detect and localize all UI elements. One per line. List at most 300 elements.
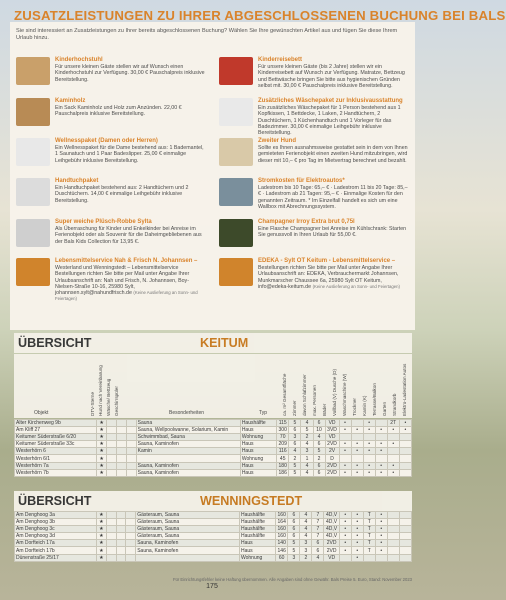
- cell-value: •: [375, 512, 387, 519]
- table-row: [15, 469, 412, 476]
- table-row: [15, 526, 412, 533]
- cell-value: 160: [276, 512, 288, 519]
- cell-value: •: [339, 441, 351, 448]
- cell-value: •: [375, 526, 387, 533]
- table-row: [15, 448, 412, 455]
- cell-typ: Haus: [239, 547, 275, 554]
- column-header-keitum: [14, 354, 412, 418]
- service-description: [55, 226, 205, 245]
- section-region: WENNINGSTEDT: [200, 494, 303, 508]
- cell-value: [399, 434, 411, 441]
- service-item: [219, 138, 409, 178]
- cell-flag: [107, 434, 117, 441]
- cell-value: 10: [313, 427, 325, 434]
- cell-flag: [126, 540, 136, 547]
- cell-objekt: Keitumer Süderstraße 6/20: [15, 434, 97, 441]
- service-text: Sollte es Ihnen ausnahmsweise gestattet sein in dem von Ihnen gemieteten Ferienobjekt einen zweiten Hund mitzubringen, wird dieser mit 10,– € pro Tag im Mietvertrag berechnet und bezahlt.: [258, 145, 408, 164]
- cell-value: •: [351, 462, 363, 469]
- table-row: [15, 554, 412, 561]
- cell-flag: [106, 540, 116, 547]
- cell-value: 5: [289, 469, 301, 476]
- service-item: [219, 178, 409, 218]
- service-item: [16, 258, 206, 302]
- cell-value: VD: [325, 434, 339, 441]
- cell-value: •: [339, 462, 351, 469]
- service-description: [55, 105, 205, 118]
- cell-value: T: [363, 519, 375, 526]
- cell-flag: [107, 427, 117, 434]
- cell-value: 4D,V: [324, 526, 339, 533]
- cell-value: •: [339, 420, 351, 427]
- page-title: ZUSATZLEISTUNGEN ZU IHRER ABGESCHLOSSENEN BUCHUNG BEI BALS: [14, 8, 506, 23]
- column-label-objekt: Objekt: [34, 410, 49, 416]
- cell-value: •: [351, 540, 363, 547]
- cell-value: [351, 455, 363, 462]
- cell-stars: ★: [97, 462, 107, 469]
- service-text: Ein Handtuchpaket bestehend aus: 2 Handtüchern und 2 Duschtüchern. 14,00 € einmalige Leihgebühr inklusive Bereitstellung.: [55, 185, 189, 204]
- cell-flag: [126, 469, 136, 476]
- cell-value: 6: [288, 526, 300, 533]
- cell-besonderheiten: Gästeraum, Sauna: [136, 533, 240, 540]
- cell-besonderheiten: Sauna: [136, 420, 240, 427]
- column-label-metric: Kamin (K): [362, 395, 367, 416]
- cell-value: [399, 554, 411, 561]
- cell-value: 3VD: [325, 427, 339, 434]
- cell-value: •: [375, 441, 387, 448]
- cell-flag: [107, 462, 117, 469]
- cell-value: •: [339, 519, 351, 526]
- table-row: [15, 455, 412, 462]
- cell-stars: ★: [97, 448, 107, 455]
- cell-value: [387, 512, 399, 519]
- cell-value: •: [375, 547, 387, 554]
- column-label-typ: Typ: [259, 410, 268, 416]
- cell-stars: ★: [96, 533, 106, 540]
- table-wenningstedt: [14, 511, 412, 562]
- cell-value: •: [363, 441, 375, 448]
- service-description: [258, 226, 408, 239]
- cell-flag: [126, 462, 136, 469]
- cell-value: [387, 547, 399, 554]
- cell-value: T: [363, 512, 375, 519]
- cell-value: 180: [276, 462, 288, 469]
- service-description: [55, 64, 205, 83]
- service-title: Handtuchpaket: [55, 178, 99, 184]
- cell-value: 7: [312, 526, 324, 533]
- cell-value: 7: [312, 512, 324, 519]
- cell-value: 60: [276, 554, 288, 561]
- service-photo: [16, 57, 50, 85]
- cell-stars: ★: [96, 512, 106, 519]
- cell-flag: [107, 469, 117, 476]
- cell-value: 70: [276, 434, 288, 441]
- cell-value: VD: [325, 420, 339, 427]
- cell-objekt: Am Dorfteich 17a: [15, 540, 97, 547]
- section-label: ÜBERSICHT: [18, 336, 92, 350]
- cell-value: [399, 512, 411, 519]
- cell-value: 3: [300, 547, 312, 554]
- column-label-flag: Hund nach Vereinbarung: [98, 365, 103, 416]
- cell-value: [387, 519, 399, 526]
- table-keitum: [14, 419, 412, 477]
- cell-value: [399, 455, 411, 462]
- cell-value: 2VD: [325, 441, 339, 448]
- service-item: [16, 98, 206, 138]
- cell-value: [387, 448, 399, 455]
- cell-value: [399, 448, 411, 455]
- service-photo: [16, 258, 50, 286]
- cell-stars: ★: [97, 455, 107, 462]
- cell-typ: Haushälfte: [239, 519, 275, 526]
- cell-value: •: [375, 427, 387, 434]
- service-item: [219, 219, 409, 259]
- cell-objekt: Keitumer Süderstraße 33c: [15, 441, 97, 448]
- cell-value: [387, 540, 399, 547]
- service-photo: [219, 258, 253, 286]
- cell-value: 3: [300, 540, 312, 547]
- column-label-metric: Trockner: [352, 398, 357, 416]
- cell-value: 4D,V: [324, 533, 339, 540]
- cell-value: 5: [289, 462, 301, 469]
- cell-value: [399, 462, 411, 469]
- cell-flag: [107, 441, 117, 448]
- cell-value: 115: [276, 420, 288, 427]
- footnote: Für Einrichtungsfehler keine Haftung übernommen. Alle Angaben sind ohne Gewähr. Bals Preise 5. Euro, Stand: November 2023: [172, 577, 412, 582]
- cell-value: [339, 434, 351, 441]
- cell-value: VD: [324, 554, 339, 561]
- cell-flag: [116, 519, 126, 526]
- cell-flag: [126, 448, 136, 455]
- section-header-keitum: [14, 333, 412, 353]
- service-description: [258, 105, 408, 136]
- column-label-metric: Bäder: [322, 403, 327, 416]
- cell-flag: [106, 533, 116, 540]
- service-title: Lebensmittelservice Nah & Frisch N. Johannsen –: [55, 258, 198, 264]
- cell-value: •: [399, 427, 411, 434]
- cell-stars: ★: [96, 526, 106, 533]
- cell-flag: [126, 512, 136, 519]
- cell-value: 7: [312, 519, 324, 526]
- cell-typ: Wohnung: [239, 554, 275, 561]
- cell-value: [363, 434, 375, 441]
- cell-typ: Haushälfte: [239, 526, 275, 533]
- cell-stars: ★: [96, 540, 106, 547]
- table-row: [15, 512, 412, 519]
- cell-stars: ★: [96, 554, 106, 561]
- column-label-flag: DTV-Sterne: [90, 392, 95, 416]
- column-label-metric: Strandkorb: [392, 393, 397, 416]
- cell-flag: [107, 448, 117, 455]
- cell-besonderheiten: Sauna, Kaminofen: [136, 540, 240, 547]
- cell-besonderheiten: [136, 455, 240, 462]
- cell-value: •: [339, 469, 351, 476]
- column-label-metric: Waschmaschine (W): [342, 373, 347, 416]
- cell-value: 160: [276, 533, 288, 540]
- cell-value: •: [375, 540, 387, 547]
- cell-value: •: [375, 533, 387, 540]
- service-title: Kaminholz: [55, 98, 86, 104]
- cell-value: 6: [288, 533, 300, 540]
- table-row: [15, 427, 412, 434]
- table-row: [15, 533, 412, 540]
- service-photo: [219, 219, 253, 247]
- table-row: [15, 441, 412, 448]
- cell-value: •: [351, 427, 363, 434]
- cell-value: •: [339, 448, 351, 455]
- cell-value: 4: [301, 420, 313, 427]
- cell-flag: [116, 469, 126, 476]
- service-text: Ein zusätzliches Wäschepaket für 1 Person bestehend aus 1 Kopfkissen, 1 Bettdecke, 1 Laken, 2 Handtüchern, 2 Duschtüchern, 1 Küchenhandtuch und 1 Vorleger für das Badezimmer. 30,00 € einmalige Leihgebühr inklusive Bereitstellung.: [258, 105, 401, 137]
- cell-flag: [106, 512, 116, 519]
- cell-value: •: [351, 441, 363, 448]
- table-row: [15, 420, 412, 427]
- column-label-flag: Wäsche/ Bettzeug: [106, 378, 111, 416]
- section-label: ÜBERSICHT: [18, 494, 92, 508]
- service-photo: [219, 98, 253, 126]
- cell-flag: [106, 526, 116, 533]
- cell-flag: [116, 420, 126, 427]
- cell-value: 4D,V: [324, 512, 339, 519]
- cell-value: [399, 441, 411, 448]
- cell-value: 5: [289, 420, 301, 427]
- cell-value: •: [375, 469, 387, 476]
- cell-value: 2T: [387, 420, 399, 427]
- cell-stars: ★: [97, 434, 107, 441]
- service-title: Kinderreisebett: [258, 57, 303, 63]
- service-title: Super weiche Plüsch-Robbe Sylta: [55, 219, 152, 225]
- cell-value: [351, 434, 363, 441]
- cell-flag: [126, 519, 136, 526]
- cell-value: •: [363, 427, 375, 434]
- cell-value: •: [387, 469, 399, 476]
- cell-value: [387, 526, 399, 533]
- column-label-metric: Zimmer: [292, 400, 297, 416]
- service-description: [258, 64, 408, 89]
- cell-value: [375, 420, 387, 427]
- cell-value: •: [351, 554, 363, 561]
- service-photo: [16, 178, 50, 206]
- cell-typ: Wohnung: [240, 434, 276, 441]
- cell-value: [399, 519, 411, 526]
- service-item: [16, 138, 206, 178]
- service-description: [258, 185, 408, 210]
- cell-value: •: [351, 469, 363, 476]
- cell-objekt: Am Denghoog 3c: [15, 526, 97, 533]
- cell-value: T: [363, 526, 375, 533]
- cell-flag: [126, 533, 136, 540]
- section-region: KEITUM: [200, 336, 249, 350]
- cell-value: [363, 554, 375, 561]
- cell-value: 146: [276, 547, 288, 554]
- cell-besonderheiten: Sauna, Wellpoolwanne, Solarium, Kamin: [136, 427, 240, 434]
- service-text: Für unsere kleinen Gäste stellen wir auf Wunsch einen Kinderhochstuhl zur Verfügung. 30,00 € Pauschalpreis inklusive Bereitstellung.: [55, 64, 205, 83]
- cell-flag: [126, 434, 136, 441]
- cell-typ: Haus: [240, 427, 276, 434]
- column-label-flag: Geschirrspüler: [114, 386, 119, 416]
- cell-typ: Haus: [240, 441, 276, 448]
- cell-value: 5: [288, 540, 300, 547]
- table-row: [15, 434, 412, 441]
- column-label-metric: Elektro-Ladestation Autos: [402, 363, 407, 416]
- cell-stars: ★: [97, 420, 107, 427]
- intro-text: Sie sind interessiert an Zusatzleistungen zu Ihrer bereits abgeschlossenen Buchung? Wählen Sie Ihre gewünschten Artikel aus und fügen Sie diese Ihrem Urlaub hinzu.: [16, 28, 398, 41]
- cell-value: 209: [276, 441, 288, 448]
- cell-value: 6: [289, 427, 301, 434]
- service-item: [219, 258, 409, 298]
- cell-value: 2VD: [325, 469, 339, 476]
- cell-flag: [116, 441, 126, 448]
- cell-flag: [126, 526, 136, 533]
- service-title: Wellnesspaket (Damen oder Herren): [55, 138, 158, 144]
- cell-besonderheiten: [136, 554, 240, 561]
- cell-flag: [126, 455, 136, 462]
- service-photo: [16, 98, 50, 126]
- cell-value: [339, 554, 351, 561]
- cell-objekt: Am Denghoog 3a: [15, 512, 97, 519]
- cell-value: 2VD: [324, 547, 339, 554]
- cell-flag: [126, 427, 136, 434]
- table-row: [15, 519, 412, 526]
- cell-objekt: Am Denghoog 3d: [15, 533, 97, 540]
- cell-value: [375, 554, 387, 561]
- cell-value: 116: [276, 448, 288, 455]
- cell-value: •: [375, 519, 387, 526]
- cell-value: [399, 547, 411, 554]
- service-photo: [219, 178, 253, 206]
- page-number: 175: [206, 583, 218, 590]
- cell-value: 4: [313, 434, 325, 441]
- service-description: [258, 145, 408, 164]
- column-label-metric: ca. m² Gesamtfläche: [282, 373, 287, 416]
- cell-typ: Haus: [239, 540, 275, 547]
- cell-value: •: [351, 547, 363, 554]
- service-item: [16, 219, 206, 259]
- cell-besonderheiten: Sauna, Kaminofen: [136, 462, 240, 469]
- cell-flag: [116, 533, 126, 540]
- cell-stars: ★: [96, 519, 106, 526]
- cell-value: 6: [289, 441, 301, 448]
- column-label-metric: davon Schlafzimmer: [302, 374, 307, 416]
- service-item: [219, 57, 409, 97]
- cell-value: [387, 554, 399, 561]
- cell-flag: [116, 554, 126, 561]
- cell-value: 5: [301, 427, 313, 434]
- cell-value: 2: [300, 554, 312, 561]
- cell-objekt: Am Kliff 27: [15, 427, 97, 434]
- cell-value: 6: [313, 462, 325, 469]
- service-title: Kinderhochstuhl: [55, 57, 103, 63]
- cell-value: •: [351, 533, 363, 540]
- cell-value: [375, 455, 387, 462]
- cell-value: •: [351, 526, 363, 533]
- cell-value: [387, 455, 399, 462]
- cell-value: 4: [301, 441, 313, 448]
- cell-flag: [107, 455, 117, 462]
- cell-value: 2V: [325, 448, 339, 455]
- cell-value: 3: [301, 448, 313, 455]
- cell-value: T: [363, 533, 375, 540]
- cell-value: 5: [313, 448, 325, 455]
- cell-stars: ★: [97, 441, 107, 448]
- cell-value: 45: [276, 455, 288, 462]
- cell-value: T: [363, 540, 375, 547]
- cell-typ: Haushälfte: [239, 512, 275, 519]
- cell-value: •: [363, 420, 375, 427]
- service-photo: [16, 138, 50, 166]
- cell-typ: Haushälfte: [240, 420, 276, 427]
- cell-value: [399, 533, 411, 540]
- cell-value: 4: [300, 526, 312, 533]
- cell-value: T: [363, 547, 375, 554]
- cell-flag: [106, 554, 116, 561]
- cell-value: 186: [276, 469, 288, 476]
- cell-value: •: [363, 462, 375, 469]
- cell-value: D: [325, 455, 339, 462]
- cell-objekt: Westerhörn 7b: [15, 469, 97, 476]
- service-text: Eine Flasche Champagner bei Anreise im Kühlschrank: Starten Sie genussvoll in Ihren Urlaub für 55,00 €.: [258, 226, 407, 239]
- cell-value: 4: [301, 462, 313, 469]
- service-note: (Keine Auslieferung an Sonn- und Feiertagen): [312, 283, 400, 289]
- cell-besonderheiten: Sauna, Kaminofen: [136, 547, 240, 554]
- cell-value: 2VD: [324, 540, 339, 547]
- service-text: Ladestrom bis 10 Tage: 65,– € · Ladestrom 11 bis 20 Tage: 85,– € · Ladestrom ab 21 Tagen: 95,– € · Einmalige Kosten für den genannten Zeitraum. * Im Einzelfall handelt es sich um eine Wallbox mit Abrechnungssystem.: [258, 185, 408, 210]
- service-item: [16, 57, 206, 97]
- cell-flag: [116, 434, 126, 441]
- table-row: [15, 547, 412, 554]
- service-text: Für unsere kleinen Gäste (bis 2 Jahre) stellen wir ein Kinderreisebett auf Wunsch zur Verfügung. Matratze, Bettzeug und Bettwäsche bringen Sie bitte aus hygienischen Gründen selbst mit. 30,00 € Pauschalpreis inklusive Bereitstellung.: [258, 64, 405, 89]
- cell-value: •: [339, 533, 351, 540]
- cell-besonderheiten: Kamin: [136, 448, 240, 455]
- cell-objekt: Dünenstraße 25/17: [15, 554, 97, 561]
- cell-value: •: [351, 519, 363, 526]
- cell-objekt: Am Dorfteich 17b: [15, 547, 97, 554]
- service-description: [258, 265, 408, 290]
- cell-objekt: Westerhörn 6: [15, 448, 97, 455]
- cell-typ: Haus: [240, 462, 276, 469]
- cell-value: [387, 434, 399, 441]
- service-text: Ein Wellnesspaket für die Dame bestehend aus: 1 Bademantel, 1 Saunatuch und 1 Paar Badeslipper. 25,00 € einmalige Leihgebühr inklusive Bereitstellung.: [55, 145, 204, 164]
- cell-value: 3: [288, 554, 300, 561]
- cell-value: [339, 455, 351, 462]
- service-title: Stromkosten für Elektroautos*: [258, 178, 345, 184]
- service-description: [55, 185, 205, 204]
- cell-besonderheiten: Gästeraum, Sauna: [136, 519, 240, 526]
- cell-value: 4: [301, 469, 313, 476]
- cell-value: •: [375, 448, 387, 455]
- cell-typ: Haushälfte: [239, 533, 275, 540]
- cell-objekt: Westerhörn 6/1: [15, 455, 97, 462]
- cell-besonderheiten: Gästeraum, Sauna: [136, 512, 240, 519]
- cell-value: 1: [301, 455, 313, 462]
- cell-value: 4: [300, 519, 312, 526]
- cell-flag: [116, 427, 126, 434]
- service-title: Zusätzliches Wäschepaket zur Inklusivausstattung: [258, 98, 403, 104]
- cell-flag: [126, 441, 136, 448]
- cell-value: •: [399, 420, 411, 427]
- cell-value: •: [363, 448, 375, 455]
- cell-value: 7: [312, 533, 324, 540]
- cell-value: •: [339, 512, 351, 519]
- service-item: [219, 98, 409, 138]
- cell-value: •: [339, 547, 351, 554]
- column-label-metric: max. Personen: [312, 385, 317, 416]
- cell-value: 2: [289, 455, 301, 462]
- cell-value: •: [363, 469, 375, 476]
- cell-value: •: [387, 462, 399, 469]
- cell-flag: [126, 420, 136, 427]
- cell-value: [399, 540, 411, 547]
- service-photo: [219, 57, 253, 85]
